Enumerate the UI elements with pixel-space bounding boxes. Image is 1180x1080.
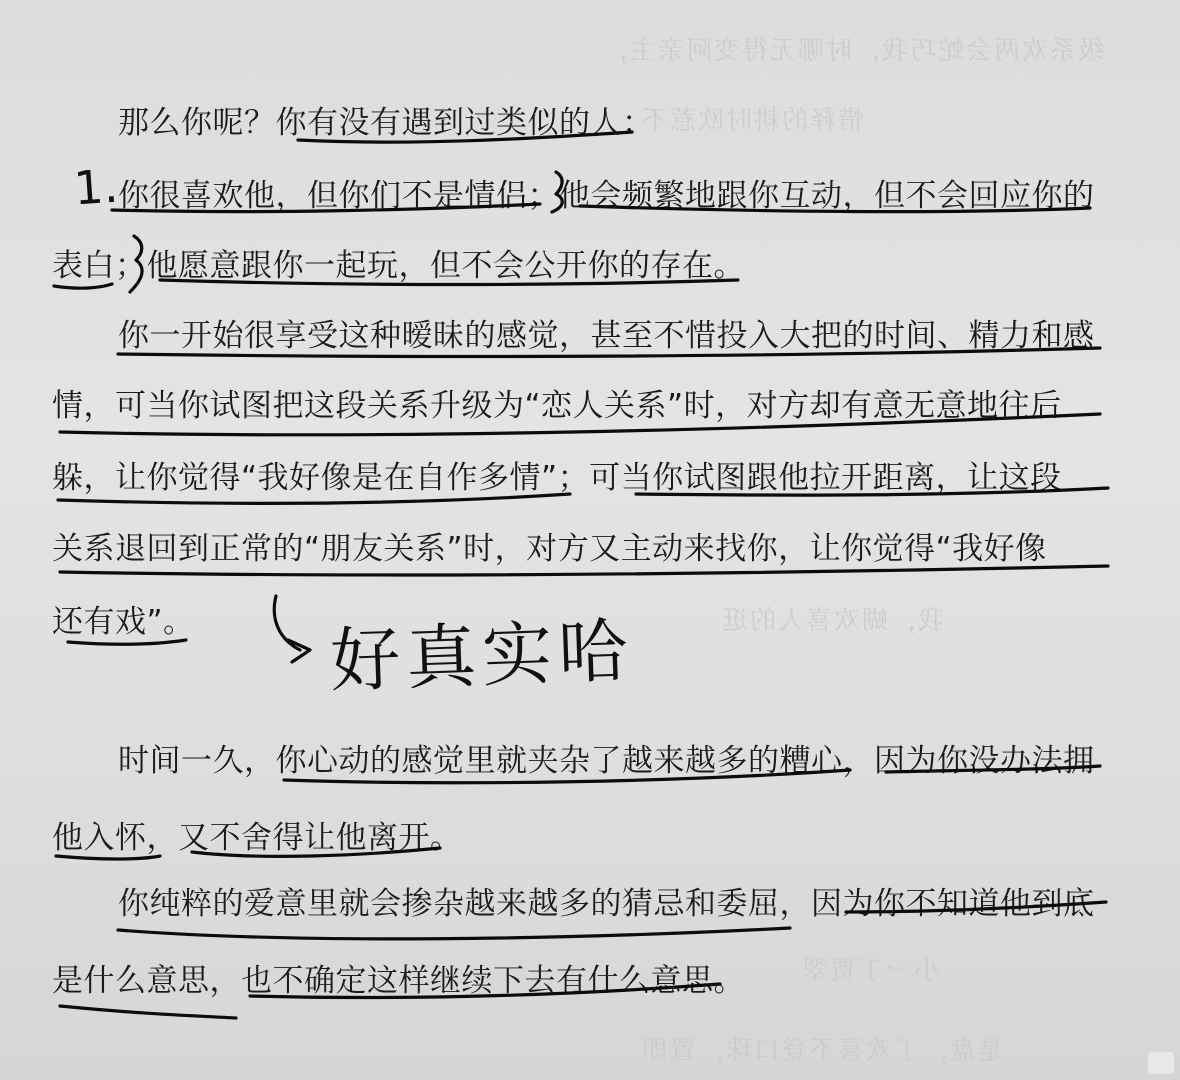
text-line: 那么你呢？你有没有遇到过类似的人： xyxy=(118,105,654,141)
bleed-through-text: 级系欢两会蛇巧我，时哪无得变阿亲主， xyxy=(600,36,1105,66)
arrow-mark xyxy=(274,596,310,662)
text-line: 情，可当你试图把这段关系升级为“恋人关系”时，对方却有意无意地往后 xyxy=(52,388,1062,424)
handwritten-note: 好真实哈 xyxy=(328,609,636,703)
text-line: 是什么意思，也不确定这样继续下去有什么意思。 xyxy=(52,963,745,999)
watermark-icon xyxy=(1148,1052,1174,1074)
handwritten-number: 1. xyxy=(72,158,120,216)
text-line: 你很喜欢他，但你们不是情侣；他会频繁地跟你互动，但不会回应你的 xyxy=(118,178,1095,214)
bleed-through-text: 惜释的耕时欧惹不 xyxy=(640,106,865,136)
text-line: 还有戏”。 xyxy=(52,604,195,640)
underline xyxy=(118,928,790,939)
text-line: 关系退回到正常的“朋友关系”时，对方又主动来找你，让你觉得“我好像 xyxy=(52,531,1047,567)
text-line: 表白；他愿意跟你一起玩，但不会公开你的存在。 xyxy=(52,248,745,284)
text-line: 躲，让你觉得“我好像是在自作多情”；可当你试图跟他拉开距离，让这段 xyxy=(52,460,1062,496)
text-line: 时间一久，你心动的感觉里就夹杂了越来越多的糟心，因为你没办法拥 xyxy=(118,743,1095,779)
underline xyxy=(60,1006,236,1018)
bleed-through-text: 小一丁贾翠 xyxy=(800,956,941,986)
text-line: 你一开始很享受这种暧昧的感觉，甚至不惜投入大把的时间、精力和感 xyxy=(118,318,1095,354)
text-line: 他入怀，又不舍得让他离开。 xyxy=(52,820,462,856)
text-line: 你纯粹的爱意里就会掺杂越来越多的猜忌和委屈，因为你不知道他到底 xyxy=(118,886,1095,922)
bleed-through-text: 是盘，丁欢喜不登口珠，置即 xyxy=(640,1036,1005,1066)
bleed-through-text: 我，蝴欢喜人的逛 xyxy=(720,606,945,636)
